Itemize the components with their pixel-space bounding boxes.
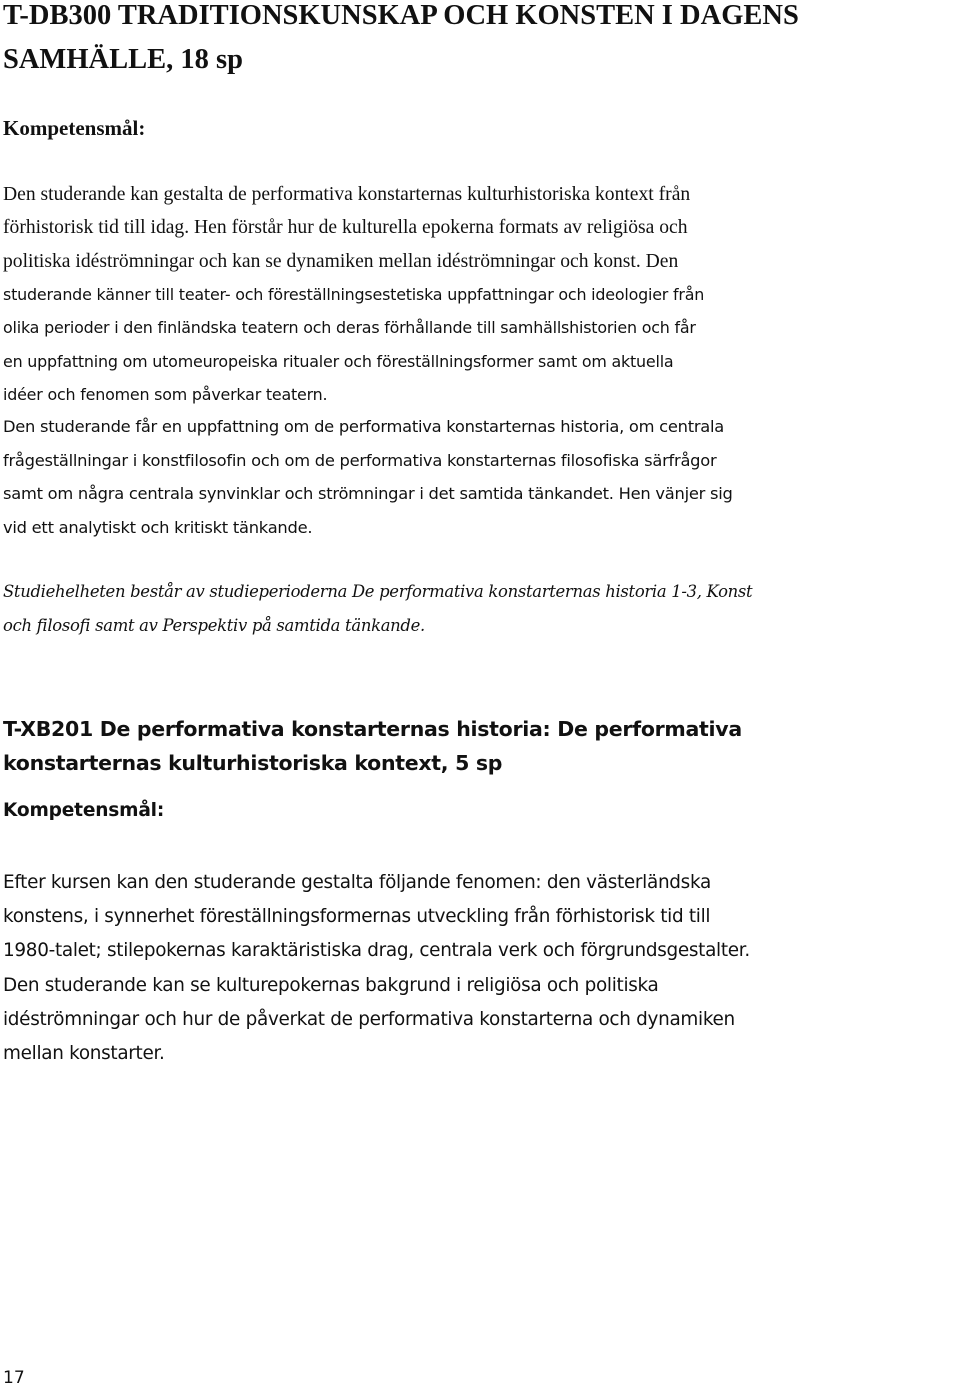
title-line: T-DB300 TRADITIONSKUNSKAP OCH KONSTEN I DAGENS	[3, 0, 799, 31]
course-title	[3, 712, 960, 780]
course-competence-paragraph	[3, 866, 960, 1071]
text-line: frågeställningar i konstfilosofin och om de performativa konstarternas filosofiska särfrågor	[3, 450, 717, 470]
text-line: Den studerande kan se kulturepokernas bakgrund i religiösa och politiska	[3, 974, 659, 996]
competence-heading: Kompetensmål:	[3, 116, 146, 140]
competence-paragraph-2	[3, 410, 960, 544]
text-line: idéer och fenomen som påverkar teatern.	[3, 384, 328, 404]
text-line: Den studerande får en uppfattning om de performativa konstarternas historia, om centrala	[3, 417, 725, 436]
title-line: T-XB201 De performativa konstarternas historia: De performativa	[3, 717, 742, 741]
text-line: en uppfattning om utomeuropeiska ritualer och föreställningsformer samt om aktuella	[3, 351, 674, 371]
title-line: SAMHÄLLE, 18 sp	[3, 44, 243, 75]
text-line: och filosofi samt av Perspektiv på samtida tänkande.	[3, 616, 425, 635]
text-line: konstens, i synnerhet föreställningsformernas utveckling från förhistorisk tid till	[3, 906, 711, 928]
text-line: idéströmningar och hur de påverkat de performativa konstarterna och dynamiken	[3, 1008, 735, 1030]
text-line: Studiehelheten består av studieperioderna De performativa konstarternas historia 1-3, Konst	[3, 582, 753, 601]
page-number: 17	[3, 1368, 25, 1388]
text-line: mellan konstarter.	[3, 1043, 165, 1065]
text-line: politiska idéströmningar och kan se dynamiken mellan idéströmningar och konst. Den	[3, 250, 679, 272]
competence-paragraph-part2	[3, 278, 955, 411]
text-line: Efter kursen kan den studerande gestalta följande fenomen: den västerländska	[3, 872, 711, 893]
text-line: förhistorisk tid till idag. Hen förstår hur de kulturella epokerna formats av religiösa och	[3, 217, 688, 239]
title-line: konstarternas kulturhistoriska kontext, 5 sp	[3, 751, 503, 775]
course-competence-heading: Kompetensmål:	[3, 800, 165, 821]
text-line: vid ett analytiskt och kritiskt tänkande.	[3, 517, 313, 537]
text-line: samt om några centrala synvinklar och strömningar i det samtida tänkandet. Hen vänjer sig	[3, 484, 733, 503]
text-line: studerande känner till teater- och föreställningsestetiska uppfattningar och ideologier från	[3, 285, 705, 304]
study-module-note	[3, 575, 960, 643]
text-line: Den studerande kan gestalta de performativa konstarternas kulturhistoriska kontext från	[3, 184, 691, 205]
document-title	[3, 0, 955, 82]
text-line: 1980-talet; stilepokernas karaktäristiska drag, centrala verk och förgrundsgestalter.	[3, 940, 750, 962]
text-line: olika perioder i den finländska teatern och deras förhållande till samhällshistorien och får	[3, 318, 696, 338]
competence-paragraph-part1	[3, 178, 955, 278]
